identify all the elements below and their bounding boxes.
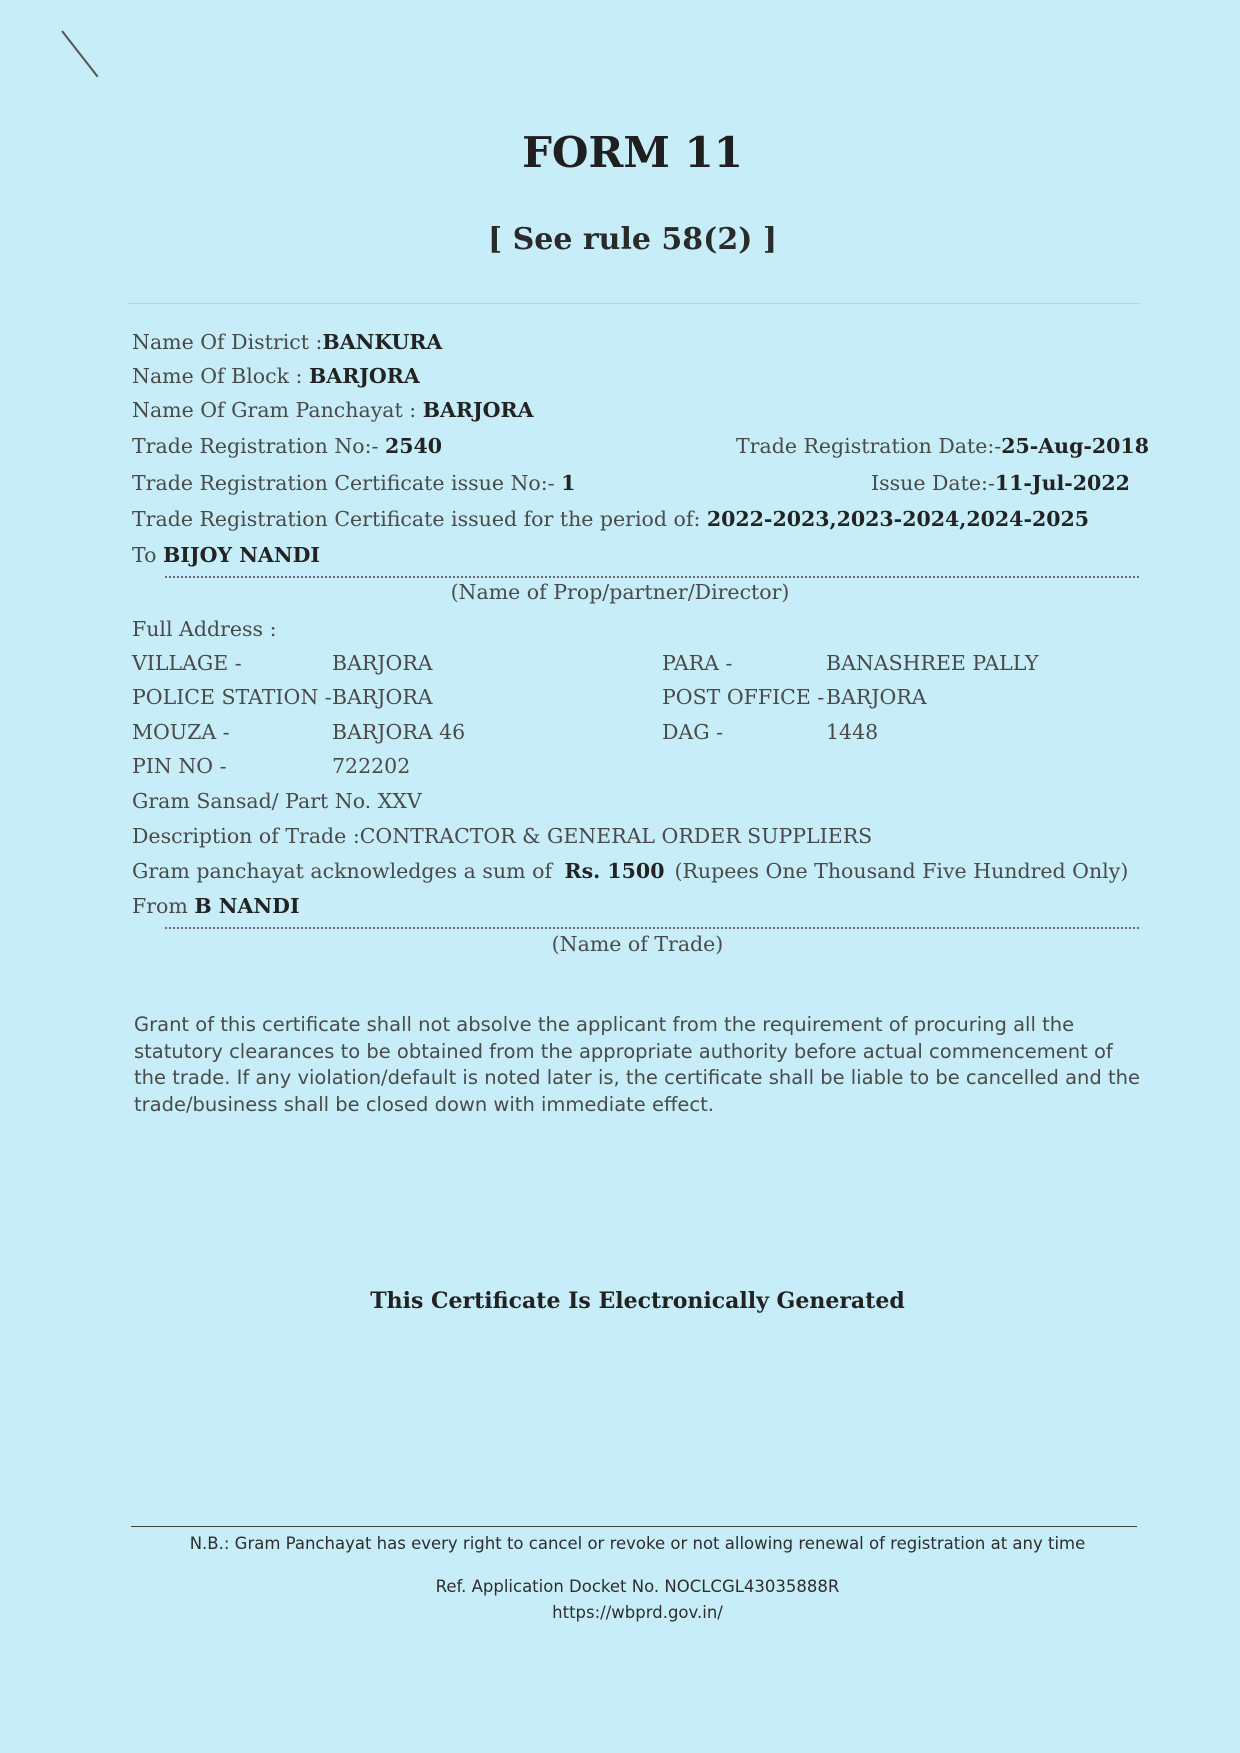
proprietor-caption: (Name of Prop/partner/Director)	[450, 580, 790, 604]
trade-registration-date-label: Trade Registration Date:-	[736, 434, 1002, 458]
pen-mark	[61, 30, 98, 77]
certificate-issue-row	[132, 471, 575, 495]
post-office-label: POST OFFICE -	[662, 685, 825, 709]
police-station-value: BARJORA	[332, 685, 433, 709]
period-label: Trade Registration Certificate issued for the period of:	[132, 507, 707, 531]
para-value: BANASHREE PALLY	[826, 651, 1039, 675]
district-row	[132, 330, 442, 354]
electronic-generation-note: This Certificate Is Electronically Generated	[370, 1288, 905, 1314]
dag-value: 1448	[826, 720, 879, 744]
block-label: Name Of Block :	[132, 364, 309, 388]
issue-date-value: 11-Jul-2022	[994, 471, 1130, 495]
gram-panchayat-row	[132, 398, 533, 422]
amount-value: Rs. 1500	[564, 859, 665, 883]
police-station-label: POLICE STATION -	[132, 685, 332, 709]
mouza-value: BARJORA 46	[332, 720, 466, 744]
pin-value: 722202	[332, 754, 411, 778]
website-url: https://wbprd.gov.in/	[552, 1603, 723, 1622]
proprietor-name: BIJOY NANDI	[162, 543, 320, 567]
district-value: BANKURA	[322, 330, 443, 354]
trade-registration-no-label: Trade Registration No:-	[132, 434, 385, 458]
post-office-value: BARJORA	[826, 685, 927, 709]
issue-date-row	[871, 471, 1130, 495]
trade-registration-date-row	[736, 434, 1149, 458]
pin-label: PIN NO -	[132, 754, 227, 778]
amount-words: (Rupees One Thousand Five Hundred Only)	[674, 859, 1129, 883]
certificate-issue-value: 1	[561, 471, 576, 495]
to-label: To	[132, 543, 163, 567]
para-label: PARA -	[662, 651, 733, 675]
trade-registration-date-value: 25-Aug-2018	[1001, 434, 1149, 458]
to-row	[132, 543, 320, 567]
village-value: BARJORA	[332, 651, 433, 675]
proprietor-dotted-line	[165, 576, 1139, 578]
block-value: BARJORA	[308, 364, 420, 388]
period-value: 2022-2023,2023-2024,2024-2025	[706, 507, 1090, 531]
district-label: Name Of District :	[132, 330, 323, 354]
docket-reference: Ref. Application Docket No. NOCLCGL43035888R	[435, 1577, 840, 1596]
certificate-issue-label: Trade Registration Certificate issue No:-	[132, 471, 562, 495]
trade-dotted-line	[165, 927, 1139, 929]
from-row	[132, 894, 300, 918]
gram-panchayat-label: Name Of Gram Panchayat :	[132, 398, 423, 422]
header-divider	[128, 303, 1140, 304]
gram-panchayat-value: BARJORA	[422, 398, 534, 422]
footer-divider	[131, 1526, 1137, 1527]
trade-name: B NANDI	[194, 894, 300, 918]
trade-description: Description of Trade :CONTRACTOR & GENERAL ORDER SUPPLIERS	[132, 824, 873, 848]
gram-sansad: Gram Sansad/ Part No. XXV	[132, 789, 422, 813]
acknowledgement-text: Gram panchayat acknowledges a sum of	[132, 859, 559, 883]
rule-reference: [ See rule 58(2) ]	[487, 222, 778, 257]
village-label: VILLAGE -	[132, 651, 242, 675]
acknowledgement-row	[132, 859, 1128, 883]
trade-registration-no-value: 2540	[384, 434, 443, 458]
form-title: FORM 11	[522, 128, 743, 177]
address-heading: Full Address :	[132, 617, 277, 641]
period-row	[132, 507, 1089, 531]
issue-date-label: Issue Date:-	[871, 471, 995, 495]
dag-label: DAG -	[662, 720, 724, 744]
trade-caption: (Name of Trade)	[551, 932, 724, 956]
block-row	[132, 364, 420, 388]
mouza-label: MOUZA -	[132, 720, 230, 744]
notice-paragraph: Grant of this certificate shall not absolve the applicant from the requirement of procuring all the statutory clearances to be obtained from the appropriate authority before actual commencement of the trade. If any violation/default is noted later is, the certificate shall be liable to be cancelled and the trade/business shall be closed down with immediate effect.	[134, 1013, 1140, 1116]
nb-note: N.B.: Gram Panchayat has every right to cancel or revoke or not allowing renewal of registration at any time	[189, 1534, 1086, 1553]
from-label: From	[132, 894, 195, 918]
trade-registration-no-row	[132, 434, 442, 458]
